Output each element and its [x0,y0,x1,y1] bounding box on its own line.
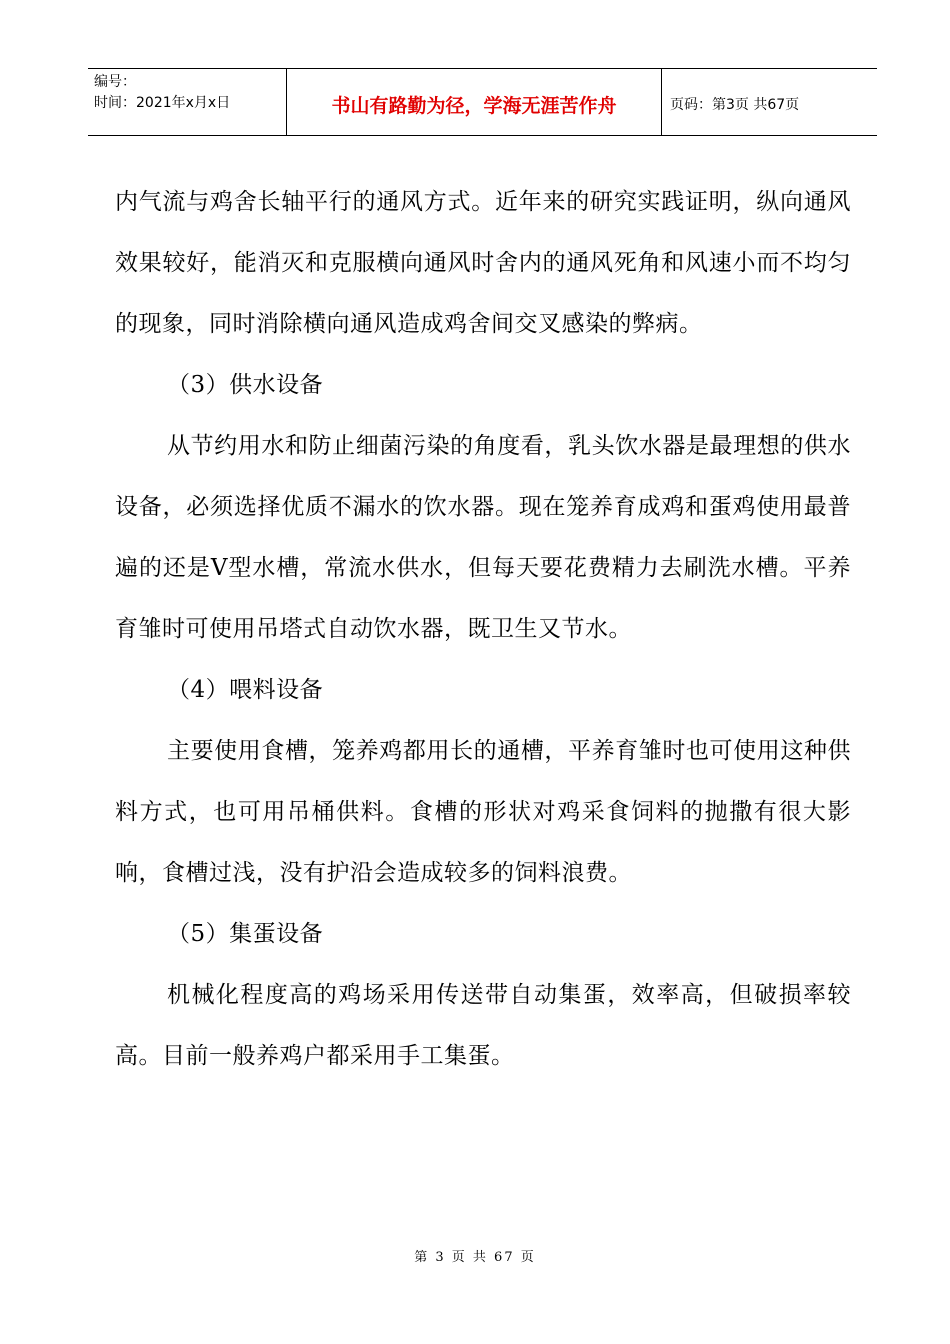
paragraph-water-supply: 从节约用水和防止细菌污染的角度看，乳头饮水器是最理想的供水设备，必须选择优质不漏水的饮水器。现在笼养育成鸡和蛋鸡使用最普遍的还是V型水槽，常流水供水，但每天要花费精力去刷洗水槽。平养育雏时可使用吊塔式自动饮水器，既卫生又节水。 [115,433,851,642]
paragraph-continued: 内气流与鸡舍长轴平行的通风方式。近年来的研究实践证明，纵向通风效果较好，能消灭和克服横向通风时舍内的通风死角和风速小而不均匀的现象，同时消除横向通风造成鸡舍间交叉感染的弊病。 [115,189,851,337]
header-page-number: 页码：第3页 共67页 [670,97,800,113]
page-header [88,68,877,136]
document-body [115,172,851,1087]
document-time-label: 时间：2021年x月x日 [94,95,231,111]
document-number-label: 编号： [94,74,136,90]
header-motto: 书山有路勤为径，学海无涯苦作舟 [287,69,662,135]
paragraph-egg-collection: 机械化程度高的鸡场采用传送带自动集蛋，效率高，但破损率较高。目前一般养鸡户都采用手工集蛋。 [115,982,851,1069]
paragraph-feeding: 主要使用食槽，笼养鸡都用长的通槽，平养育雏时也可使用这种供料方式，也可用吊桶供料。食槽的形状对鸡采食饲料的抛撒有很大影响，食槽过浅，没有护沿会造成较多的饲料浪费。 [115,738,851,886]
page-footer: 第 3 页 共 67 页 [414,1250,536,1265]
header-meta-cell [88,69,287,135]
section-heading-water-supply: （3）供水设备 [167,372,324,398]
section-heading-feeding: （4）喂料设备 [167,677,324,703]
section-heading-egg-collection: （5）集蛋设备 [167,921,324,947]
